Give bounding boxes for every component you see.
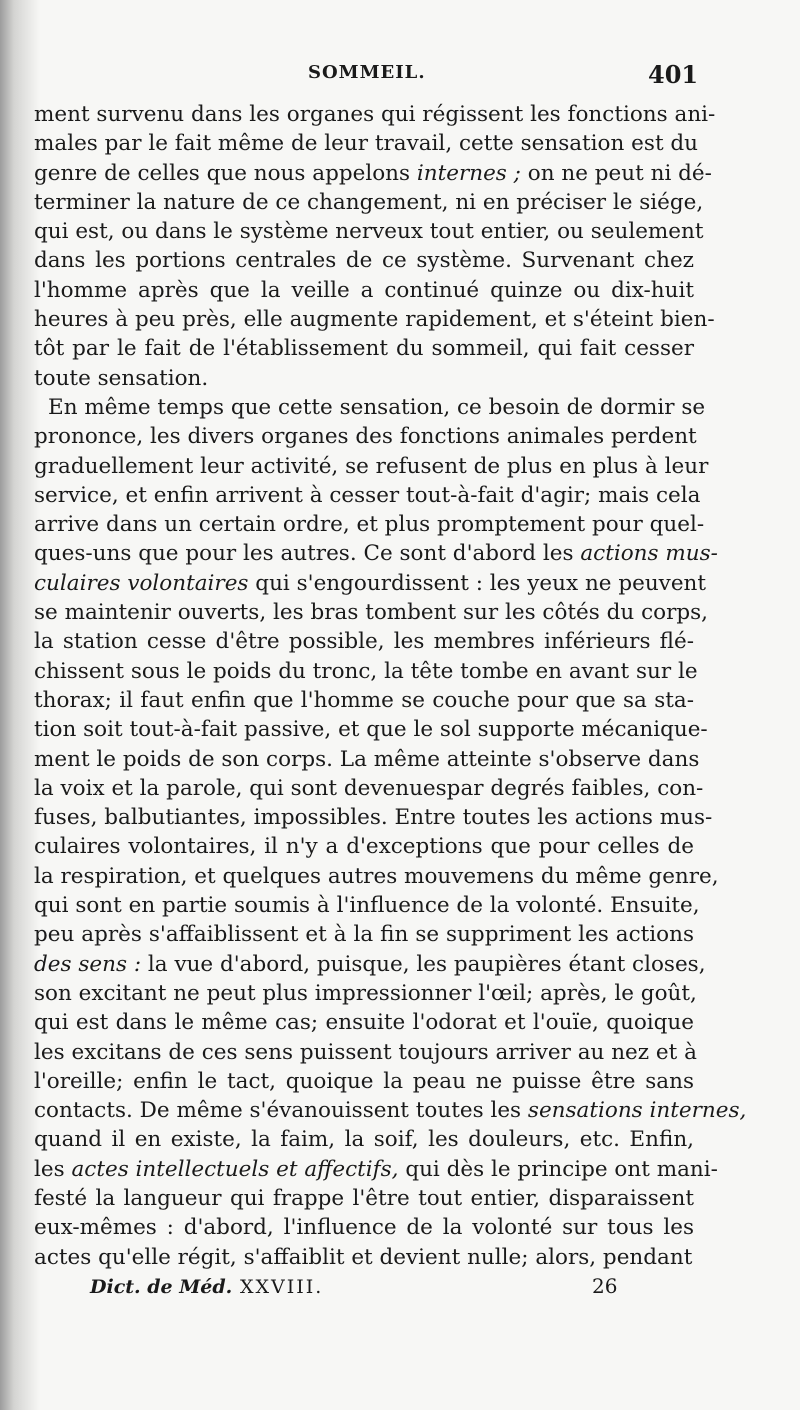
text-line: males par le fait même de leur travail, cette sensation est du [34,131,699,157]
footer-volume: XXVIII. [240,1276,324,1298]
text-line: des sens : la vue d'abord, puisque, les paupières étant closes, [34,951,706,977]
text-line: contacts. De même s'évanouissent toutes les sensations internes, [34,1098,747,1124]
page-footer [0,1272,800,1302]
text-line: prononce, les divers organes des fonctions animales perdent [34,424,697,450]
text-line: graduellement leur activité, se refusent de plus en plus à leur [34,453,709,479]
text-line: thorax; il faut enfin que l'homme se couche pour que sa sta- [34,687,694,713]
text-line: heures à peu près, elle augmente rapidement, et s'éteint bien- [34,307,715,333]
text-line: se maintenir ouverts, les bras tombent sur les côtés du corps, [34,600,708,626]
text-line: actes qu'elle régit, s'affaiblit et devient nulle; alors, pendant [34,1244,693,1270]
text-line: terminer la nature de ce changement, ni en préciser le siége, [34,189,704,215]
text-line: service, et enfin arrivent à cesser tout-à-fait d'agir; mais cela [34,482,701,508]
text-line: l'oreille; enfin le tact, quoique la peau ne puisse être sans [34,1068,694,1094]
text-line: dans les portions centrales de ce système. Survenant chez [34,248,694,274]
text-line: ques-uns que pour les autres. Ce sont d'abord les actions mus- [34,541,718,567]
text-line: culaires volontaires, il n'y a d'exceptions que pour celles de [34,834,694,860]
text-line: festé la langueur qui frappe l'être tout entier, disparaissent [34,1185,694,1211]
text-line: fuses, balbutiantes, impossibles. Entre toutes les actions mus- [34,805,713,831]
text-line: l'homme après que la veille a continué quinze ou dix-huit [34,277,694,303]
text-line: son excitant ne peut plus impressionner l'œil; après, le goût, [34,980,697,1006]
text-line: qui est dans le même cas; ensuite l'odorat et l'ouïe, quoique [34,1010,694,1036]
text-line: les excitans de ces sens puissent toujours arriver au nez et à [34,1039,697,1065]
text-line: la respiration, et quelques autres mouvemens du même genre, [34,863,719,889]
text-line: eux-mêmes : d'abord, l'influence de la volonté sur tous les [34,1215,694,1241]
body-text [34,100,747,1272]
running-head: SOMMEIL. [308,62,426,83]
text-line: culaires volontaires qui s'engourdissent : les yeux ne peuvent [34,570,707,596]
text-line: les actes intellectuels et affectifs, qui dès le principe ont mani- [34,1156,718,1182]
text-line: toute sensation. [34,365,209,391]
text-line: peu après s'affaiblissent et à la fin se suppriment les actions [34,922,694,948]
text-line: arrive dans un certain ordre, et plus promptement pour quel- [34,512,705,538]
text-line: ment le poids de son corps. La même atteinte s'observe dans [34,746,700,772]
footer-signature-number: 26 [592,1274,618,1298]
text-line: quand il en existe, la faim, la soif, les douleurs, etc. Enfin, [34,1127,694,1153]
text-line: En même temps que cette sensation, ce besoin de dormir se [48,394,706,420]
page-number: 401 [648,60,699,89]
text-line: tion soit tout-à-fait passive, et que le sol supporte mécanique- [34,717,708,743]
text-line: qui est, ou dans le système nerveux tout entier, ou seulement [34,219,704,245]
footer-journal-title: Dict. de Méd. [90,1276,233,1298]
text-line: tôt par le fait de l'établissement du sommeil, qui fait cesser [34,336,694,362]
page-header [0,60,800,94]
text-line: chissent sous le poids du tronc, la tête tombe en avant sur le [34,658,698,684]
text-line: la station cesse d'être possible, les membres inférieurs flé- [34,629,694,655]
text-line: la voix et la parole, qui sont devenuespar degrés faibles, con- [34,775,704,801]
text-line: genre de celles que nous appelons internes ; on ne peut ni dé- [34,160,712,186]
text-line: qui sont en partie soumis à l'influence de la volonté. Ensuite, [34,893,700,919]
text-line: ment survenu dans les organes qui régissent les fonctions ani- [34,102,716,127]
